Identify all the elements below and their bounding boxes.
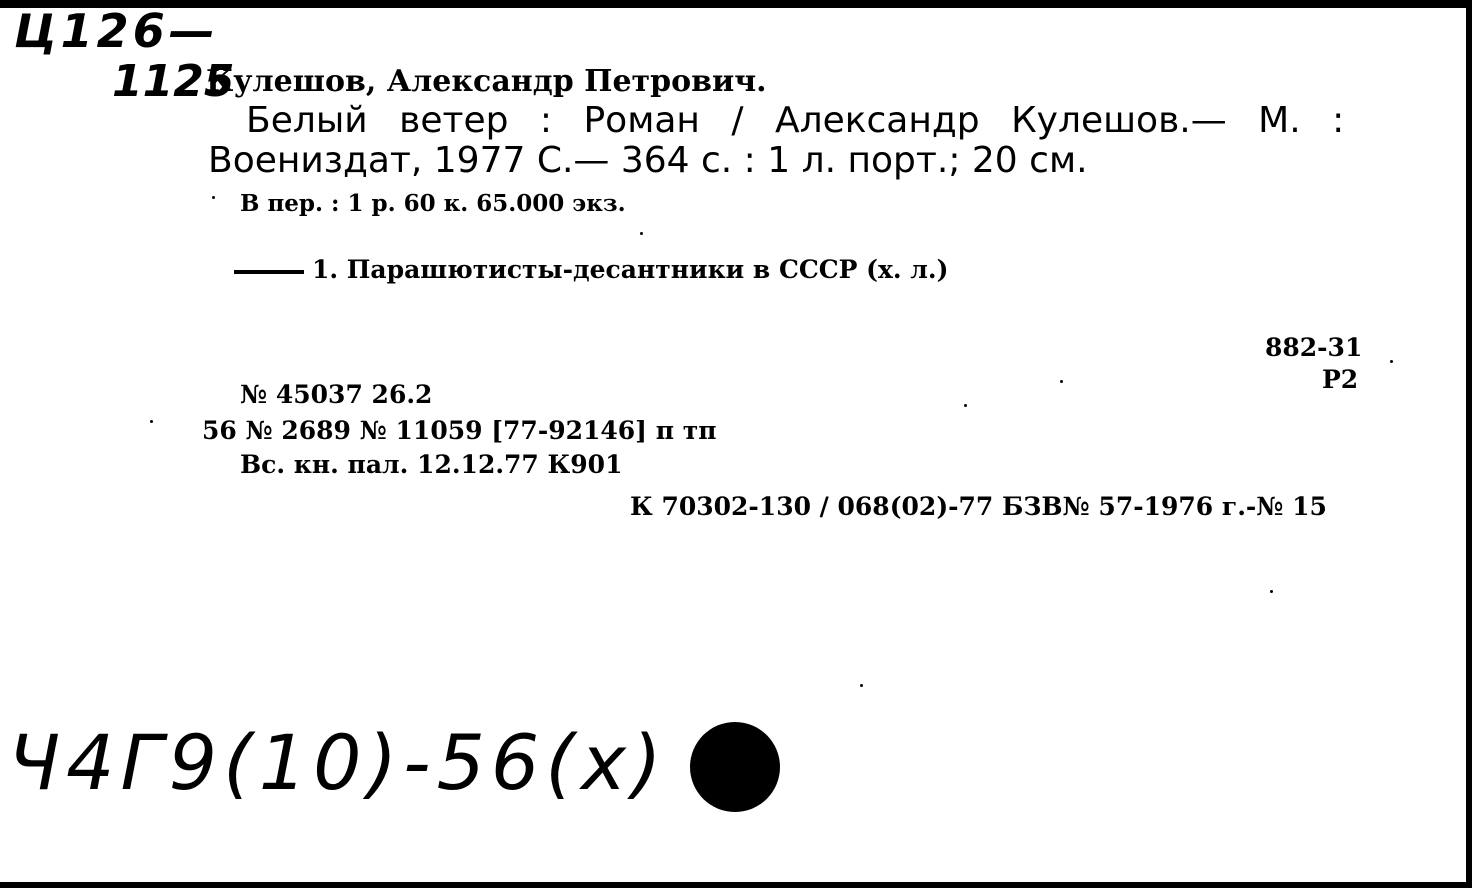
- record-number: № 45037 26.2: [240, 380, 433, 409]
- speck: [150, 420, 153, 423]
- card-bottom-edge: [0, 882, 1472, 888]
- class-number-2: Р2: [1322, 365, 1359, 394]
- speck: [212, 196, 215, 199]
- subject-dash: [234, 270, 304, 274]
- card-right-edge: [1466, 0, 1472, 888]
- class-number-1: 882-31: [1265, 333, 1363, 362]
- speck: [860, 684, 863, 687]
- speck: [1060, 380, 1063, 383]
- registry-line: 56 № 2689 № 11059 [77-92146] п тп: [202, 416, 717, 445]
- subject-text: 1. Парашютисты-десантники в СССР (х. л.): [312, 255, 949, 284]
- speck: [640, 232, 643, 235]
- card-top-edge: [0, 0, 1472, 8]
- subject-line: [234, 255, 948, 284]
- call-number-top: Ц126—: [14, 4, 219, 58]
- call-number-left: 1125: [112, 56, 235, 107]
- imprint-line: Воениздат, 1977 С.— 364 с. : 1 л. порт.; 20 см.: [208, 140, 1088, 181]
- title-line: Белый ветер : Роман / Александр Кулешов.— М. :: [246, 100, 1345, 141]
- black-dot-mark: [690, 722, 780, 812]
- price-line: В пер. : 1 р. 60 к. 65.000 экз.: [240, 190, 626, 217]
- codes-line: К 70302-130 / 068(02)-77 БЗВ№ 57-1976 г.-№ 15: [630, 492, 1327, 521]
- handwritten-code: Ч4Г9(10)-56(х): [8, 718, 668, 807]
- speck: [1390, 360, 1393, 363]
- speck: [964, 404, 967, 407]
- chamber-line: Вс. кн. пал. 12.12.77 К901: [240, 450, 623, 479]
- author-heading: Кулешов, Александр Петрович.: [206, 64, 767, 99]
- speck: [1270, 590, 1273, 593]
